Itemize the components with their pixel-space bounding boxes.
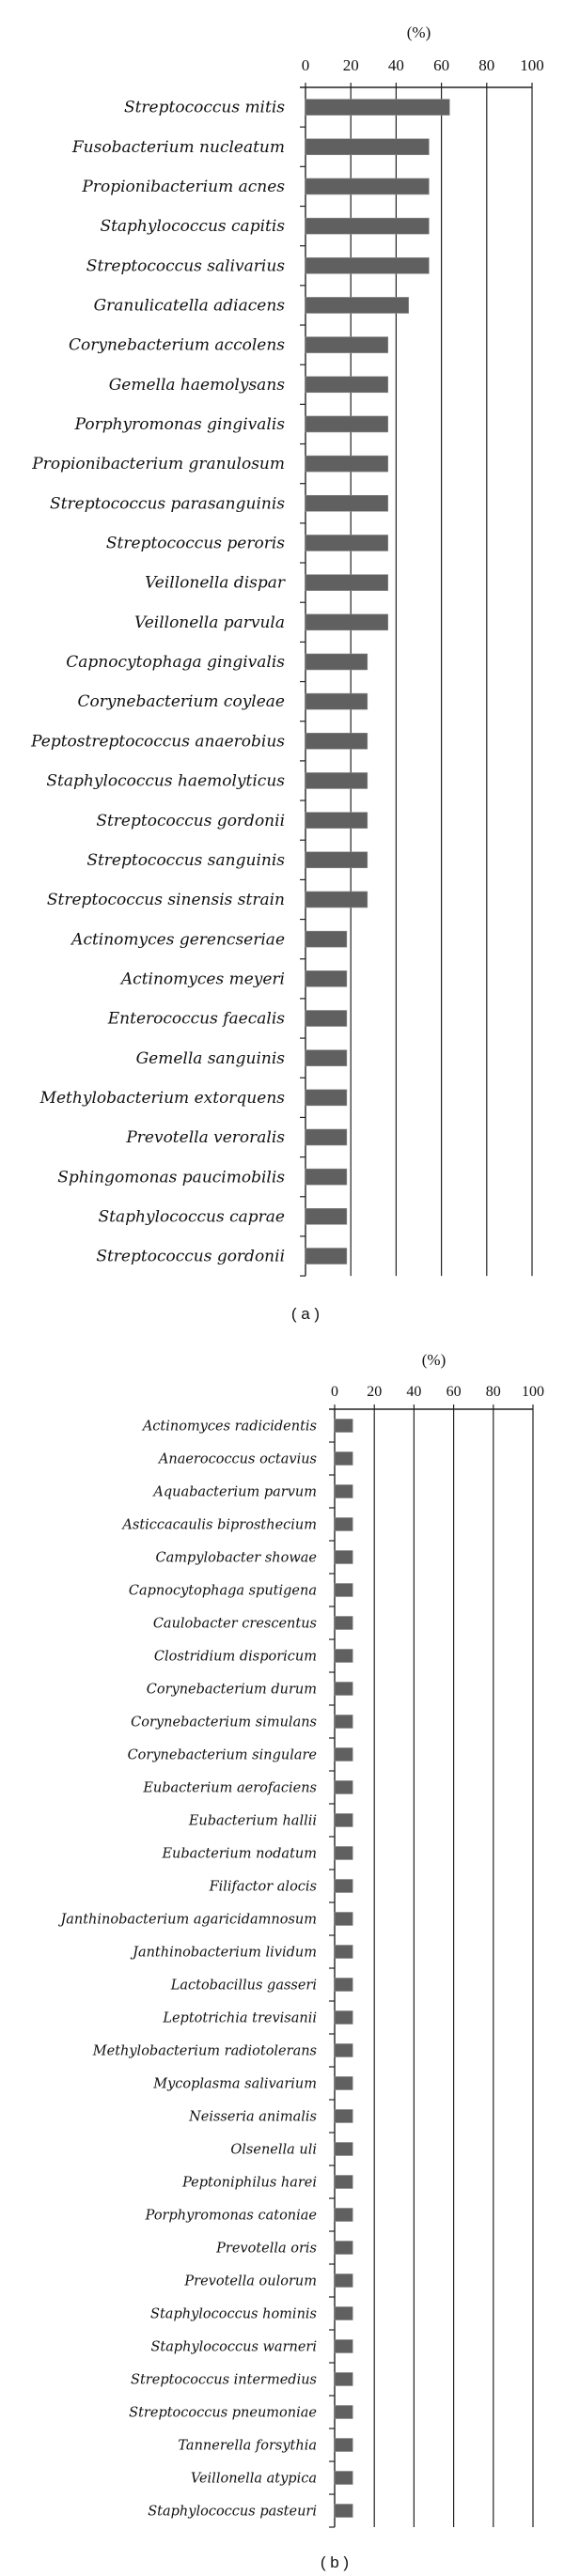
category-label: Corynebacterium durum: [146, 1682, 317, 1698]
category-label: Streptococcus sinensis strain: [46, 891, 285, 910]
chart-panel-b: [57, 1351, 544, 2571]
bar: [335, 2077, 352, 2090]
category-label: Tannerella forsythia: [178, 2438, 317, 2454]
category-label: Corynebacterium coyleae: [77, 692, 285, 712]
axis-unit-label: (%): [421, 1351, 446, 1369]
category-label: Staphylococcus warneri: [150, 2339, 317, 2355]
category-label: Streptococcus salivarius: [86, 256, 285, 276]
bar: [335, 1880, 352, 1893]
bar: [335, 2011, 352, 2025]
category-label: Streptococcus parasanguinis: [50, 494, 285, 514]
x-tick-label: 80: [485, 1384, 501, 1400]
bar: [306, 495, 388, 511]
bar: [335, 2176, 352, 2189]
bar: [306, 535, 388, 551]
bar: [335, 2143, 352, 2156]
category-label: Actinomyces meyeri: [120, 970, 285, 989]
bar: [306, 139, 429, 155]
bar: [306, 892, 368, 908]
axis-unit-label: (%): [406, 23, 431, 41]
bar: [306, 575, 388, 591]
bar: [335, 2110, 352, 2123]
category-label: Fusobacterium nucleatum: [71, 137, 285, 157]
x-tick-label: 40: [406, 1384, 422, 1400]
category-label: Veillonella atypica: [190, 2471, 317, 2487]
category-label: Veillonella dispar: [145, 573, 285, 593]
category-label: Granulicatella adiacens: [93, 296, 285, 316]
bar: [335, 1979, 352, 1992]
bar: [335, 1420, 352, 1433]
bar: [306, 1010, 347, 1026]
bar: [335, 1946, 352, 1959]
chart-panel-a: [30, 23, 544, 1323]
panel-caption: ( a ): [290, 1305, 321, 1323]
bar: [335, 2044, 352, 2057]
category-label: Filifactor alocis: [209, 1879, 317, 1895]
bar: [335, 2307, 352, 2320]
x-tick-label: 0: [331, 1384, 338, 1400]
category-label: Methylobacterium radiotolerans: [92, 2043, 317, 2059]
category-label: Capnocytophaga gingivalis: [66, 653, 285, 673]
category-label: Prevotella oris: [216, 2241, 317, 2257]
category-label: Eubacterium nodatum: [162, 1846, 317, 1862]
category-label: Gemella haemolysans: [108, 375, 285, 395]
category-label: Campylobacter showae: [155, 1550, 317, 1566]
category-label: Streptococcus peroris: [105, 534, 285, 553]
category-label: Staphylococcus pasteuri: [148, 2504, 317, 2520]
bar: [335, 1551, 352, 1564]
category-label: Asticcacaulis biprosthecium: [122, 1517, 317, 1533]
category-label: Staphylococcus haemolyticus: [46, 771, 285, 791]
category-label: Prevotella veroralis: [126, 1128, 285, 1148]
category-label: Eubacterium hallii: [188, 1813, 317, 1829]
bar: [306, 970, 347, 986]
category-label: Streptococcus sanguinis: [86, 850, 285, 870]
category-label: Veillonella parvula: [133, 613, 285, 632]
bar: [335, 2439, 352, 2452]
category-label: Prevotella oulorum: [184, 2273, 317, 2289]
bar: [335, 2274, 352, 2288]
category-label: Methylobacterium extorquens: [39, 1088, 285, 1108]
bar: [335, 1518, 352, 1531]
category-label: Actinomyces gerencseriae: [71, 930, 285, 950]
category-label: Streptococcus pneumoniae: [129, 2405, 317, 2421]
bar: [335, 1913, 352, 1926]
category-label: Peptostreptococcus anaerobius: [31, 732, 285, 752]
category-label: Aquabacterium parvum: [153, 1484, 317, 1500]
category-label: Janthinobacterium lividum: [133, 1945, 317, 1961]
bar: [335, 1485, 352, 1498]
category-label: Leptotrichia trevisanii: [163, 2010, 317, 2026]
bar: [306, 1090, 347, 1106]
bar: [335, 1452, 352, 1466]
bar: [306, 1249, 347, 1265]
category-label: Olsenella uli: [230, 2142, 317, 2158]
category-label: Anaerococcus octavius: [158, 1451, 317, 1467]
x-tick-label: 20: [367, 1384, 383, 1400]
category-label: Mycoplasma salivarium: [153, 2076, 317, 2092]
category-label: Peptoniphilus harei: [182, 2175, 317, 2191]
category-label: Porphyromonas gingivalis: [74, 415, 285, 435]
bar: [306, 733, 368, 749]
bar: [335, 2505, 352, 2518]
bar: [335, 2373, 352, 2386]
bar: [335, 2472, 352, 2485]
category-label: Capnocytophaga sputigena: [128, 1583, 317, 1599]
category-label: Eubacterium aerofaciens: [143, 1780, 317, 1796]
bar: [306, 377, 388, 393]
x-tick-label: 60: [433, 56, 450, 74]
category-label: Corynebacterium accolens: [68, 335, 285, 355]
bar: [306, 654, 368, 670]
x-tick-label: 80: [478, 56, 495, 74]
panel-caption: ( b ): [320, 2553, 350, 2571]
bar: [306, 1169, 347, 1185]
bar: [306, 813, 368, 829]
bar: [306, 100, 449, 116]
category-label: Porphyromonas catoniae: [145, 2208, 317, 2224]
category-label: Streptococcus gordonii: [96, 1247, 285, 1266]
category-label: Actinomyces radicidentis: [142, 1419, 317, 1435]
bar: [335, 1584, 352, 1597]
x-tick-label: 0: [301, 56, 310, 74]
category-label: Gemella sanguinis: [135, 1048, 285, 1068]
bar: [306, 772, 368, 788]
category-label: Staphylococcus caprae: [98, 1207, 285, 1227]
category-label: Staphylococcus hominis: [150, 2306, 317, 2322]
bar: [335, 2242, 352, 2255]
category-label: Lactobacillus gasseri: [170, 1978, 317, 1994]
bar: [306, 931, 347, 947]
category-label: Caulobacter crescentus: [152, 1616, 317, 1632]
x-tick-label: 100: [522, 1384, 544, 1400]
category-label: Propionibacterium granulosum: [32, 455, 285, 474]
bar: [335, 1847, 352, 1860]
bar: [335, 2209, 352, 2222]
bar: [335, 2340, 352, 2353]
category-label: Propionibacterium acnes: [82, 178, 285, 197]
bar: [306, 456, 388, 472]
category-label: Corynebacterium simulans: [131, 1715, 317, 1730]
category-label: Streptococcus gordonii: [96, 811, 285, 830]
category-label: Streptococcus mitis: [123, 98, 285, 117]
bar: [335, 1650, 352, 1663]
x-tick-label: 100: [520, 56, 544, 74]
bar: [306, 1208, 347, 1224]
category-label: Streptococcus intermedius: [131, 2372, 317, 2388]
bar: [335, 1683, 352, 1696]
bar: [306, 178, 429, 194]
bar: [335, 1814, 352, 1827]
category-label: Enterococcus faecalis: [107, 1009, 285, 1029]
category-label: Neisseria animalis: [189, 2109, 317, 2125]
bar: [335, 1715, 352, 1729]
bar: [306, 337, 388, 353]
bar: [335, 1781, 352, 1794]
bar: [306, 614, 388, 630]
x-tick-label: 40: [387, 56, 404, 74]
category-label: Clostridium disporicum: [153, 1649, 317, 1665]
bar: [335, 1617, 352, 1630]
x-tick-label: 60: [446, 1384, 462, 1400]
bar: [335, 2406, 352, 2419]
category-label: Janthinobacterium agaricidamnosum: [60, 1912, 317, 1928]
category-label: Staphylococcus capitis: [100, 217, 285, 237]
bar: [306, 1129, 347, 1145]
bar: [306, 852, 368, 868]
category-label: Sphingomonas paucimobilis: [57, 1168, 285, 1187]
x-tick-label: 20: [342, 56, 359, 74]
category-label: Corynebacterium singulare: [127, 1747, 317, 1763]
bar: [306, 218, 429, 234]
bar: [306, 257, 429, 273]
bar: [306, 693, 368, 709]
bar: [306, 297, 409, 313]
bar: [306, 1050, 347, 1066]
bar: [306, 416, 388, 432]
bar: [335, 1748, 352, 1761]
